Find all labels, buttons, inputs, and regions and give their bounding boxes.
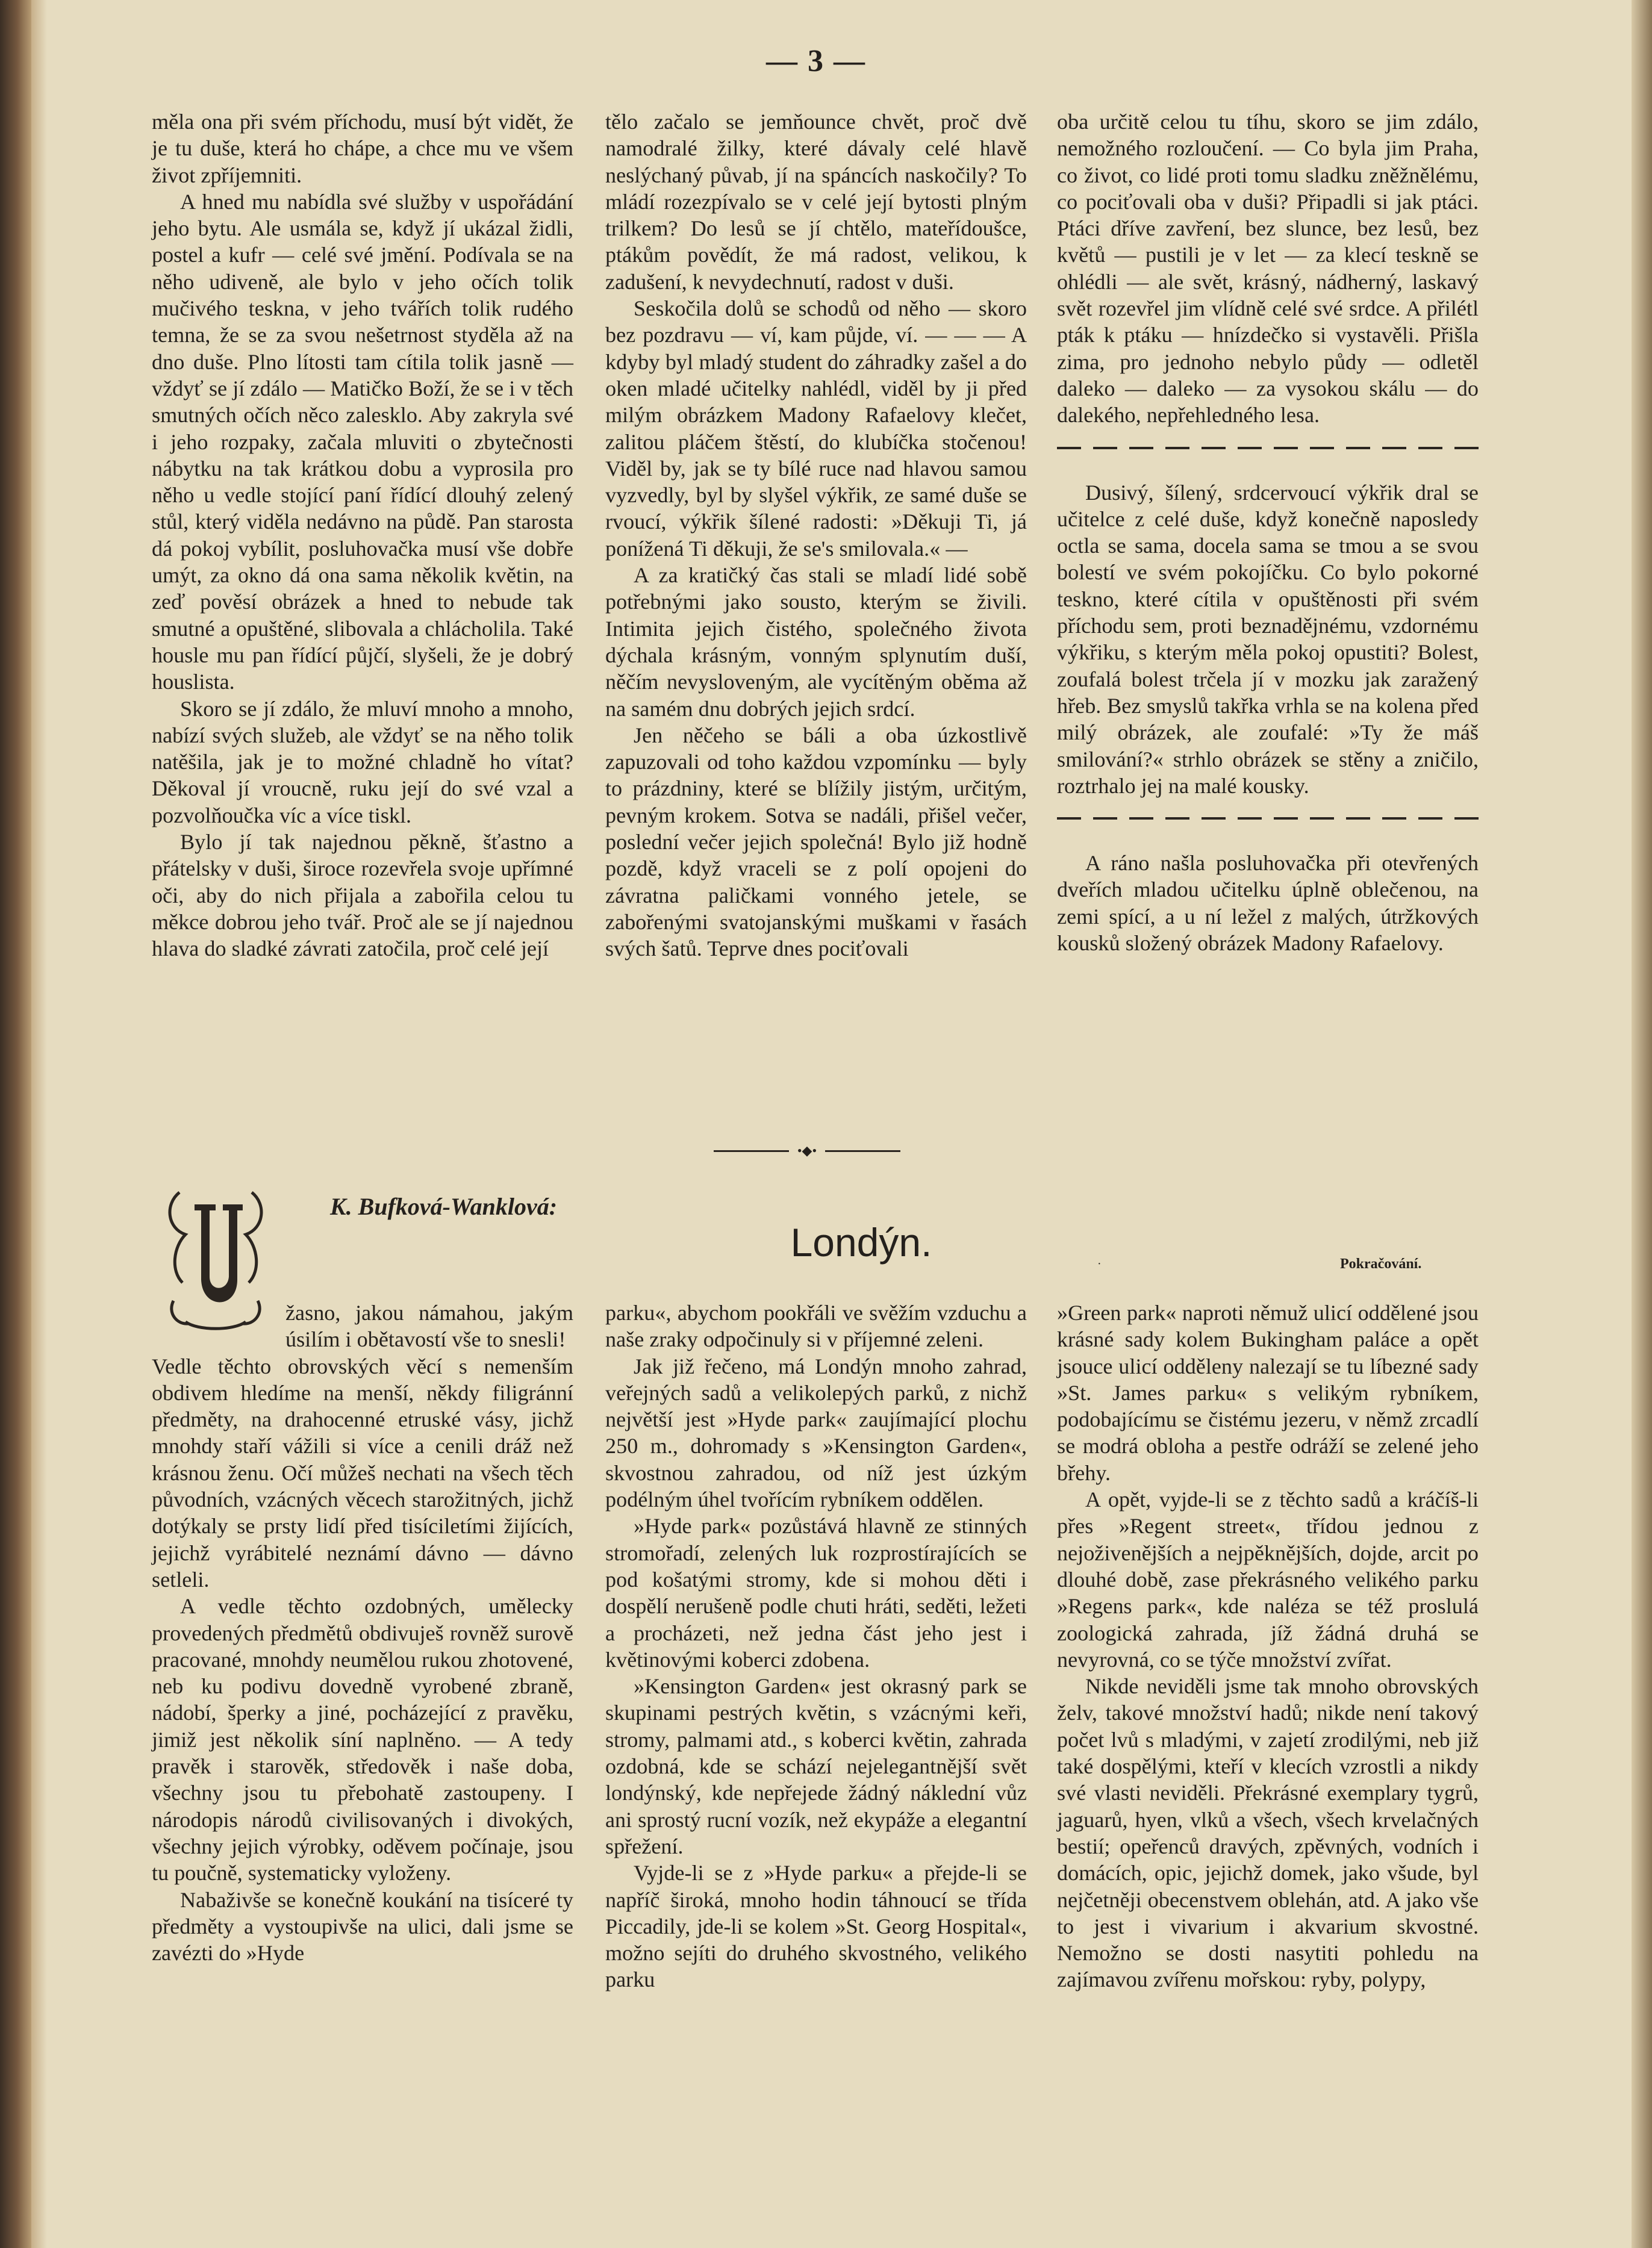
continued-note: Pokračování. — [1340, 1256, 1422, 1272]
page-edge — [1632, 0, 1652, 2248]
stray-mark: · — [1097, 1257, 1102, 1271]
paragraph: A hned mu nabídla své služby v uspořádání jeho bytu. Ale usmála se, když jí ukázal židli, postel a kufr — celé své jmění. Podívala se na něho udiveně, ale bylo v jeho očích tolik mučivého teskna, v jeho tvářích tolik rudého temna, že se za svou nešetrnost styděla až na dno duše. Plno lítosti tam cítila tolik jasně — vždyť se jí zdálo — Matičko Boží, že se i v těch smutných očích něco zalesklo. Aby zakryla své i jeho rozpaky, začala mluviti o zbytečnosti nábytku na tak krátkou dobu a vyprosila pro něho u vedle stojící paní řídící dlouhý zelený stůl, který viděla nedávno na půdě. Pan starosta dá pokoj vybílit, posluhovačka musí vše dobře umýt, za okno dá ona sama několik květin, na zeď pověsí obrázek a hned to nebude tak smutné a opuštěné, slibovala a chlácholila. Také housle mu pan řídící půjčí, slyšeli, že je dobrý houslista. — [152, 189, 573, 694]
book-binding — [0, 0, 31, 2248]
paragraph: Seskočila dolů se schodů od něho — skoro bez pozdravu — ví, kam půjde, ví. — — — A kdyby byl mladý student do záhradky zašel a do oken mladé učitelky nahlédl, viděl by ji před milým obrázkem Madony Rafaelovy klečet, zalitou pláčem štěstí, do klubíčka stočenou! Viděl by, jak se ty bílé ruce nad hlavou samou vyzvedly, byl by slyšel výkřik, ze samé duše se rvoucí, výkřik šílené radosti: »Děkuji Ti, já ponížená Ti děkuji, že se's smilovala.« — — [605, 296, 1027, 561]
article-title: Londýn. — [790, 1220, 932, 1265]
story2-column-2 — [605, 1300, 1027, 1993]
paragraph: Vyjde-li se z »Hyde parku« a přejde-li se napříč široká, mnoho hodin táhnoucí se třída Piccadily, jde-li se kolem »St. Georg Hospital«, možno sejíti do druhého skvostného, velikého parku — [605, 1861, 1027, 1992]
paragraph: tělo začalo se jemňounce chvět, proč dvě namodralé žilky, které dávaly celé hlavě neslýchaný půvab, jí na spáncích naskočily? To mládí rozezpívalo se v celé její bytosti plným trilkem? Do lesů se jí chtělo, mateřídoušce, ptákům povědít, že má radost, velikou, k zadušení, k nevydechnutí, radost v duši. — [605, 110, 1027, 294]
paragraph: Nabaživše se konečně koukání na tisíceré ty předměty a vystoupivše na ulici, dali jsme se zavézti do »Hyde — [152, 1887, 573, 1966]
paragraph: »Kensington Garden« jest okrasný park se skupinami pestrých květin, s vzácnými keři, stromy, palmami atd., s koberci květin, zahrada ozdobná, kde se schází nejelegantnější svět londýnský, kde nepřejede žádný náklední vůz ani sprostý rucní vozík, než ekypáže a elegantní spřežení. — [605, 1674, 1027, 1858]
paragraph: »Hyde park« pozůstává hlavně ze stinných stromořadí, zelených luk rozprostírajících se pod košatými stromy, kde si mohou děti i dospělí nerušeně podle chuti hráti, seděti, ležeti a procházeti, než jedna část jeho jest i květinovými koberci zdobena. — [605, 1514, 1027, 1672]
paragraph: oba určitě celou tu tíhu, skoro se jim zdálo, nemožného rozloučení. — Co byla jim Praha, co život, co lidé proti tomu sladku zněžnělému, co pociťovali oba v duši? Připadli si jak ptáci. Ptáci dříve zavření, bez slunce, bez lesů, bez květů — pustili je v let — za klecí teskně se ohlédli — ale svět, krásný, nádherný, laskavý svět rozevřel jim vlídně celé své srdce. A přilétl pták k ptáku — hnízdečko si vystavěli. Přišla zima, pro jednoho nebylo půdy — odletěl daleko — daleko — za vysokou skálu — do dalekého, nepřehledného lesa. — [1057, 110, 1479, 428]
paragraph: Jen něčeho se báli a oba úzkostlivě zapuzovali od toho každou vzpomínku — byly to prázdniny, které se blížily jistým, určitým, pevným krokem. Sotva se nadáli, přišel večer, poslední večer jejich společná! Bylo již hodně pozdě, když vraceli se z polí opojeni do závratna paličkami vonného jetele, se zabořenými svatojanskými muškami v řasách svých šatů. Teprve dnes pociťovali — [605, 723, 1027, 961]
paragraph: Dusivý, šílený, srdcervoucí výkřik dral se učitelce z celé duše, když konečně naposledy octla se sama, docela sama se tmou a se svou bolestí ve svém pokojíčku. Co bylo pokorné teskno, které cítila v opuštěnosti při svém příchodu sem, proti beznadějnému, vzdornému výkřiku, s kterým měla pokoj opustiti? Bolest, zoufalá bolest trčela jí v mozku jak zaražený hřeb. Bez smyslů takřka vrhla se na kolena před milý obrázek, ale zoufalé: »Ty že máš smilování?« strhlo obrázek se stěny a zničilo, roztrhalo jej na malé kousky. — [1057, 480, 1479, 798]
paragraph: Jak již řečeno, má Londýn mnoho zahrad, veřejných sadů a velikolepých parků, z nichž největší jest »Hyde park« zaujímající plochu 250 m., dohromady s »Kensington Garden«, skvostnou zahradou, od níž jest úzkým podélným úhel tvořícím rybníkem oddělen. — [605, 1354, 1027, 1512]
paragraph: měla ona při svém příchodu, musí být vidět, že je tu duše, která ho chápe, a chce mu ve všem život zpříjemniti. — [152, 110, 573, 187]
paragraph: Nikde neviděli jsme tak mnoho obrovských želv, takové množství hadů; nikde není takový počet lvů s mladými, v zajetí zrodilými, neb již také dospělými, kteří v klecích vzrostli a nikdy své vlasti neviděli. Překrásné exemplary tygrů, jaguarů, hyen, vlků a všech, všech krvelačných bestií; opeřenců dravých, zpěvných, vodních i domácích, opic, jejichž domek, jako všude, byl nejčetněji obecenstvem oblehán, atd. A jako vše to jest i vivarium i akvarium skvostné. Nemožno se dosti nasytiti pohledu na zajímavou zvířenu mořskou: ryby, polypy, — [1057, 1674, 1479, 1992]
paragraph: Bylo jí tak najednou pěkně, šťastno a přátelsky v duši, široce rozevřela svoje upřímné oči, aby do nich přijala a zabořila celou tu měkce dobrou jeho tvář. Proč ale se jí najednou hlava do sladké závrati zatočila, proč celé její — [152, 830, 573, 961]
story1-column-1 — [152, 108, 573, 962]
paragraph: A vedle těchto ozdobných, umělecky provedených předmětů obdivuješ rovněž surově pracované, mnohdy neumělou rukou zhotovené, neb ku podivu dovedně vyrobené zbraně, nádobí, šperky a jiné, pocházející z pravěku, jimiž jest několik síní naplněno. — A tedy pravěk i starověk, středověk i naše doba, všechny jsou tu přebohatě zastoupeny. I národopis národů civilisovaných i divokých, všechny jejich výrobky, oděvem počínaje, jsou tu poučně, systematicky vyloženy. — [152, 1594, 573, 1885]
paragraph: A za kratičký čas stali se mladí lidé sobě potřebnými jako sousto, kterým se živili. Intimita jejich čistého, společného života dýchala krásným, vonným splynutím duší, něčím nevysloveným, ale vycítěným oběma až na samém dnu dobrých jejich srdcí. — [605, 563, 1027, 721]
page-gutter — [31, 0, 47, 2248]
section-separator-ornament: •◆• — [789, 1145, 825, 1156]
dash-divider — [1057, 805, 1479, 832]
paragraph: »Green park« naproti němuž ulicí oddělené jsou krásné sady kolem Bukingham paláce a opět jsouce ulicí odděleny nalezají se tu líbezné sady »St. James parku« s velikým rybníkem, podobajícímu se čistému jezeru, v němž zrcadlí se modrá obloha a pestře odráží se zelené jeho břehy. — [1057, 1301, 1479, 1485]
paragraph: žasno, jakou námahou, jakým úsilím i obětavostí vše to snesli! — [285, 1301, 573, 1352]
story2-column-1 — [152, 1300, 573, 1966]
article-author: K. Bufková-Wanklová: — [330, 1193, 558, 1220]
paragraph: A ráno našla posluhovačka při otevřených dveřích mladou učitelku úplně oblečenou, na zemi spící, a u ní ležel z malých, útržkových kousků složený obrázek Madony Rafaelovy. — [1057, 851, 1479, 956]
story1-column-2 — [605, 108, 1027, 962]
paragraph: Vedle těchto obrovských věcí s nemenším obdivem hledíme na menší, někdy filigránní předměty, na drahocenné etruské vásy, jichž mnohdy staří vážili si více a cenili dráž než krásnou ženu. Očí můžeš nechati na všech těch původních, vzácných věcech starožitných, jichž dotýkaly se prsty lidí před tisíciletími žijících, jejichž vyrábitelé neznámí dávno — dávno setleli. — [152, 1354, 573, 1592]
paragraph: parku«, abychom pookřáli ve svěžím vzduchu a naše zraky odpočinuly si v příjemné zeleni. — [605, 1301, 1027, 1352]
dash-divider — [1057, 435, 1479, 461]
page-number: — 3 — — [766, 44, 866, 78]
paragraph: A opět, vyjde-li se z těchto sadů a kráčíš-li přes »Regent street«, třídou jednou z nejoživenějších a nejpěknějších, dojde, arcit po dlouhé době, zase překrásného velikého parku »Regens park«, kde naléza se též proslulá zoologická zahrada, jíž žádná druhá se nevyrovná, co se týče množství zvířat. — [1057, 1487, 1479, 1672]
paragraph: Skoro se jí zdálo, že mluví mnoho a mnoho, nabízí svých služeb, ale vždyť se na něho tolik natěšila, jak je to možné chladně ho vítat? Děkoval jí vroucně, ruku její do své vzal a pozvolňoučka víc a více tiskl. — [152, 696, 573, 827]
story1-column-3 — [1057, 108, 1479, 956]
story2-column-3 — [1057, 1300, 1479, 1993]
